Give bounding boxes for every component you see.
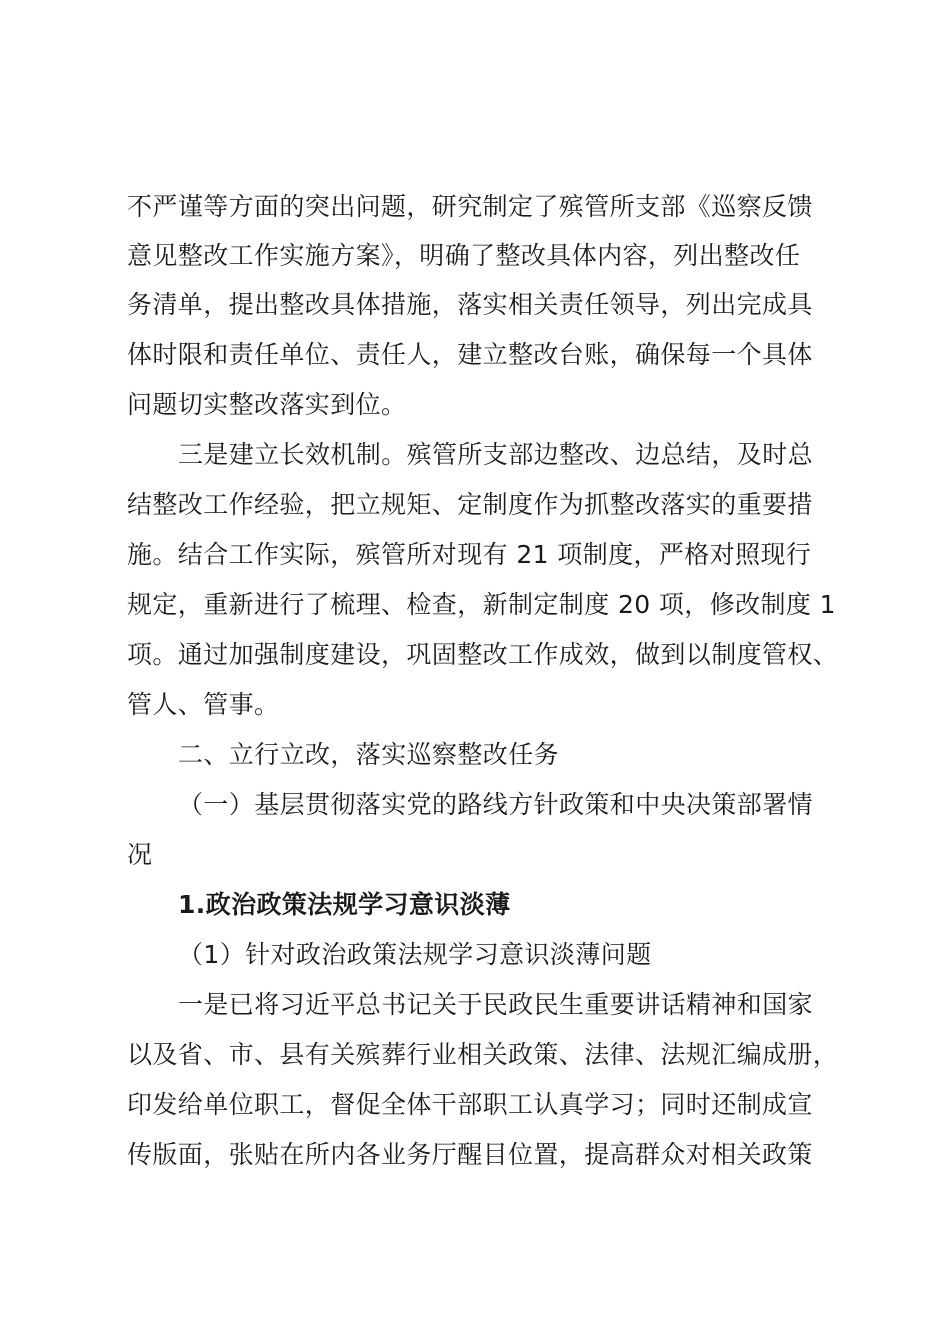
- text-line: 务清单，提出整改具体措施，落实相关责任领导，列出完成具: [127, 290, 813, 319]
- paragraph-start: 三是建立长效机制。殡管所支部边整改、边总结，及时总: [178, 440, 814, 469]
- subsection-heading: （一）基层贯彻落实党的路线方针政策和中央决策部署情: [178, 790, 814, 819]
- text-line: 结整改工作经验，把立规矩、定制度作为抓整改落实的重要措: [127, 490, 813, 519]
- text-line: 不严谨等方面的突出问题，研究制定了殡管所支部《巡察反馈: [127, 192, 813, 221]
- item-heading: 1.政治政策法规学习意识淡薄: [178, 890, 511, 919]
- text-line: 问题切实整改落实到位。: [127, 390, 407, 419]
- text-line: 项。通过加强制度建设，巩固整改工作成效，做到以制度管权、: [127, 640, 839, 669]
- text-line: 印发给单位职工，督促全体干部职工认真学习；同时还制成宣: [127, 1090, 813, 1119]
- text-line: 意见整改工作实施方案》，明确了整改具体内容，列出整改任: [127, 241, 801, 270]
- text-line: 以及省、市、县有关殡葬行业相关政策、法律、法规汇编成册，: [127, 1040, 839, 1069]
- subsection-heading-continued: 况: [127, 840, 153, 869]
- text-line: 规定，重新进行了梳理、检查，新制定制度 20 项，修改制度 1: [127, 590, 836, 619]
- text-line: 传版面，张贴在所内各业务厅醒目位置，提高群众对相关政策: [127, 1140, 813, 1169]
- sub-item-heading: （1）针对政治政策法规学习意识淡薄问题: [178, 940, 652, 969]
- text-line: 施。结合工作实际，殡管所对现有 21 项制度，严格对照现行: [127, 540, 812, 569]
- section-heading: 二、立行立改，落实巡察整改任务: [178, 740, 560, 769]
- paragraph-start: 一是已将习近平总书记关于民政民生重要讲话精神和国家: [178, 990, 814, 1019]
- text-line: 管人、管事。: [127, 690, 280, 719]
- text-line: 体时限和责任单位、责任人，建立整改台账，确保每一个具体: [127, 340, 813, 369]
